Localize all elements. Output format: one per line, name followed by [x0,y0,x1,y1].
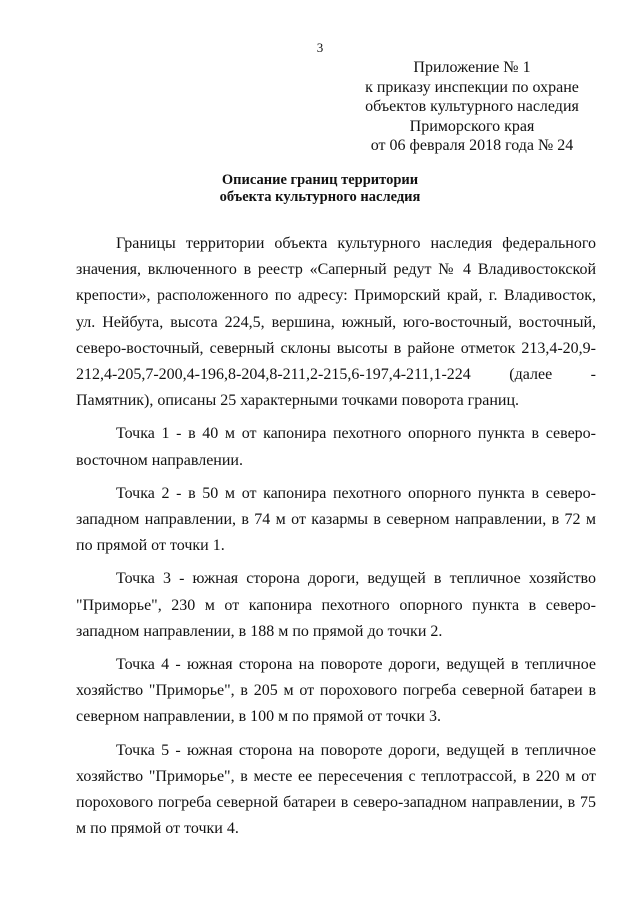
body-text [76,231,596,849]
point-1-paragraph: Точка 1 - в 40 м от капонира пехотного опорного пункта в северо-восточном направлении. [76,425,596,469]
point-5-paragraph: Точка 5 - южная сторона на повороте дороги, ведущей в тепличное хозяйство "Приморье", в месте ее пересечения с теплотрассой, в 220 м от порохового погреба северной батареи в северо-западном направлении, в 75 м по прямой от точки 4. [76,741,596,838]
point-3-paragraph: Точка 3 - южная сторона дороги, ведущей в тепличное хозяйство "Приморье", 230 м от капонира пехотного опорного пункта в северо-западном направлении, в 188 м по прямой до точки 2. [76,570,596,640]
appendix-line: Приложение № 1 [413,59,531,76]
point-4-paragraph: Точка 4 - южная сторона на повороте дороги, ведущей в тепличное хозяйство "Приморье", в 205 м от порохового погреба северной батареи в северном направлении, в 100 м по прямой от точки 3. [76,656,596,726]
point-2-paragraph: Точка 2 - в 50 м от капонира пехотного опорного пункта в северо-западном направлении, в 74 м от казармы в северном направлении, в 72 м по прямой от точки 1. [76,484,596,555]
document-title [0,172,640,206]
appendix-line: от 06 февраля 2018 года № 24 [370,137,574,154]
appendix-header [352,58,592,156]
title-line: Описание границ территории [221,172,419,188]
page-number: 3 [316,40,324,55]
appendix-line: Приморского края [409,117,535,135]
appendix-line: объектов культурного наследия [365,98,579,115]
appendix-line: к приказу инспекции по охране [365,78,579,96]
intro-paragraph: Границы территории объекта культурного наследия федерального значения, включенного в реестр «Саперный редут № 4 Владивостокской крепости», расположенного по адресу: Приморский край, г. Владивосток, ул. Нейбута, высота 224,5, вершина, южный, юго-восточный, восточный, северо-восточный, северный склоны высоты в районе отметок 213,4-20,9-212,4-205,7-200,4-196,8-204,8-211,2-215,6-197,4-211,1-224 (далее - Памятник), описаны 25 характерными точками поворота границ. [76,235,596,410]
title-line: объекта культурного наследия [219,189,421,205]
